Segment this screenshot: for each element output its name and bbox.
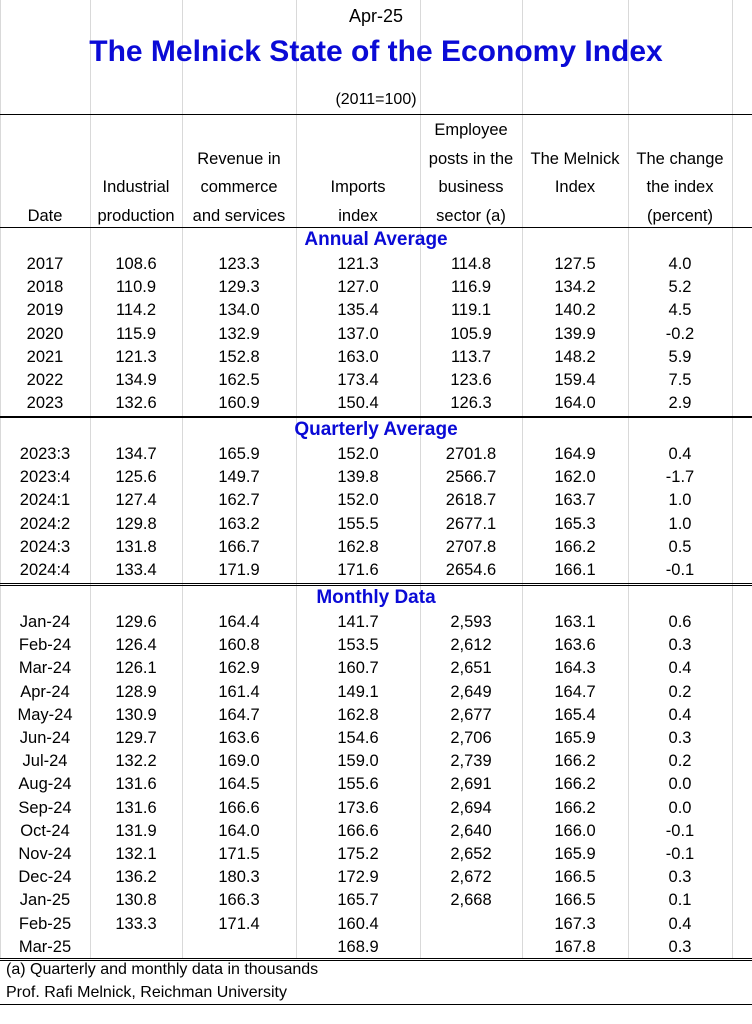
table-cell: 169.0 — [218, 752, 260, 771]
table-row — [0, 299, 752, 322]
table-row — [0, 369, 752, 392]
table-cell: 150.4 — [337, 394, 379, 413]
table-cell: 135.4 — [337, 301, 379, 320]
table-cell: 166.2 — [554, 537, 596, 556]
table-cell: 2566.7 — [445, 468, 497, 487]
table-cell: 129.7 — [115, 729, 157, 747]
table-cell: 165.9 — [218, 445, 260, 463]
table-cell: 2021 — [26, 347, 64, 366]
footnote: (a) Quarterly and monthly data in thousands — [6, 961, 319, 978]
table-row — [0, 466, 752, 489]
table-row — [0, 559, 752, 582]
table-cell: 0.3 — [668, 636, 692, 655]
table-cell: 166.1 — [554, 561, 596, 579]
table-cell: 134.7 — [115, 445, 157, 463]
table-cell: 129.8 — [115, 514, 157, 533]
table-cell: 163.1 — [554, 613, 596, 631]
table-cell: 2,652 — [450, 845, 492, 863]
table-cell: 155.5 — [337, 514, 379, 533]
table-cell: 126.1 — [115, 659, 157, 678]
table-cell: 140.2 — [554, 301, 596, 320]
table-cell: 132.6 — [115, 394, 157, 413]
table-cell: 0.4 — [668, 705, 692, 724]
table-cell: 130.9 — [115, 705, 157, 724]
table-cell: 149.7 — [218, 468, 260, 487]
table-cell: 2,739 — [450, 752, 492, 771]
table-cell: 0.3 — [668, 937, 692, 956]
table-cell: 165.9 — [554, 845, 596, 863]
table-cell: 0.6 — [668, 613, 692, 631]
table-cell: 114.2 — [115, 301, 157, 320]
table-cell: 2707.8 — [445, 537, 497, 556]
table-cell: 160.9 — [218, 394, 260, 413]
column-header-line: The change — [636, 149, 724, 168]
table-row — [0, 634, 752, 657]
table-cell: Sep-24 — [18, 798, 72, 817]
table-cell: 2,612 — [450, 636, 492, 655]
table-row — [0, 704, 752, 727]
table-cell: 139.8 — [337, 468, 379, 487]
table-cell: 1.0 — [668, 514, 692, 533]
table-cell: 121.3 — [115, 347, 157, 366]
table-cell: 139.9 — [554, 324, 596, 343]
table-cell: 165.9 — [554, 729, 596, 747]
section-title: Monthly Data — [316, 587, 436, 608]
table-cell: 0.0 — [668, 798, 692, 817]
table-cell: -0.2 — [665, 324, 695, 343]
table-cell: Dec-24 — [18, 868, 72, 887]
table-cell: 165.3 — [554, 514, 596, 533]
table-cell: 134.9 — [115, 371, 157, 389]
column-header-line: Employee — [434, 121, 508, 139]
table-row — [0, 843, 752, 866]
table-cell: 123.3 — [218, 255, 260, 273]
table-row — [0, 773, 752, 796]
table-cell: 115.9 — [115, 324, 157, 343]
table-row — [0, 727, 752, 750]
table-cell: 0.5 — [668, 537, 692, 556]
table-row — [0, 443, 752, 466]
table-cell: 134.2 — [554, 278, 596, 297]
table-cell: 0.4 — [668, 445, 692, 463]
table-cell: 131.6 — [115, 775, 157, 794]
column-header-line: Revenue in — [197, 149, 281, 168]
table-cell: 166.2 — [554, 752, 596, 771]
table-row — [0, 346, 752, 369]
table-cell: -1.7 — [665, 468, 695, 487]
table-cell: 160.8 — [218, 636, 260, 655]
table-cell: 2023 — [26, 394, 64, 413]
table-row — [0, 323, 752, 346]
table-cell: 2,672 — [450, 868, 492, 887]
table-cell: 110.9 — [115, 278, 157, 297]
page-title: The Melnick State of the Economy Index — [89, 35, 663, 68]
table-cell: Jun-24 — [19, 729, 71, 747]
table-cell: 162.7 — [218, 491, 260, 510]
table-cell: 136.2 — [115, 868, 157, 887]
table-cell: Feb-25 — [18, 914, 72, 933]
table-cell: 152.8 — [218, 347, 260, 366]
table-cell: 126.3 — [450, 394, 492, 413]
table-cell: 164.4 — [218, 613, 260, 631]
table-row — [0, 489, 752, 512]
table-cell: 131.6 — [115, 798, 157, 817]
table-cell: 2618.7 — [445, 491, 497, 510]
table-row — [0, 513, 752, 536]
table-cell: 129.6 — [115, 613, 157, 631]
table-cell: Jul-24 — [22, 752, 68, 771]
base-year-note: (2011=100) — [335, 91, 417, 108]
table-cell: 5.2 — [668, 278, 692, 297]
column-header-line: sector (a) — [436, 206, 506, 225]
table-cell: 2023:4 — [19, 468, 71, 487]
table-cell: -0.1 — [665, 821, 695, 840]
table-cell: 2024:1 — [19, 491, 71, 510]
column-header-line: Date — [27, 206, 63, 225]
table-cell: 119.1 — [450, 301, 492, 320]
table-row — [0, 611, 752, 634]
table-row — [0, 820, 752, 843]
table-cell: 2,593 — [450, 613, 492, 631]
table-cell: 0.3 — [668, 729, 692, 747]
table-row — [0, 889, 752, 912]
table-row — [0, 536, 752, 559]
table-row — [0, 797, 752, 820]
table-cell: 166.2 — [554, 798, 596, 817]
table-cell: 166.5 — [554, 891, 596, 910]
table-cell: 131.9 — [115, 821, 157, 840]
table-cell: 166.6 — [218, 798, 260, 817]
table-cell: 2019 — [26, 301, 64, 320]
table-cell: 166.2 — [554, 775, 596, 794]
table-cell: 141.7 — [337, 613, 379, 631]
table-cell: 167.3 — [554, 914, 596, 933]
table-cell: Jan-24 — [19, 613, 71, 631]
table-cell: 171.6 — [337, 561, 379, 579]
table-cell: 162.9 — [218, 659, 260, 678]
table-row — [0, 657, 752, 680]
column-header-line: commerce — [200, 178, 278, 196]
table-cell: 128.9 — [115, 682, 157, 701]
table-cell: 168.9 — [337, 937, 379, 956]
table-cell: 2701.8 — [445, 445, 497, 463]
table-cell: 162.5 — [218, 371, 260, 389]
table-cell: 132.9 — [218, 324, 260, 343]
table-cell: 164.5 — [218, 775, 260, 794]
table-cell: 164.9 — [554, 445, 596, 463]
table-cell: 133.4 — [115, 561, 157, 579]
table-cell: 160.4 — [337, 914, 379, 933]
table-cell: Feb-24 — [18, 636, 72, 655]
table-cell: 132.1 — [115, 845, 157, 863]
table-row — [0, 913, 752, 936]
table-cell: 166.5 — [554, 868, 596, 887]
table-cell: Mar-25 — [18, 937, 72, 956]
table-cell: 2023:3 — [19, 445, 71, 463]
table-cell: 161.4 — [218, 682, 260, 701]
table-cell: 132.2 — [115, 752, 157, 771]
table-cell: 133.3 — [115, 914, 157, 933]
table-cell: 2,651 — [450, 659, 492, 678]
table-cell: 159.0 — [337, 752, 379, 771]
column-header-line: and services — [192, 206, 286, 225]
table-cell: 137.0 — [337, 324, 379, 343]
table-cell: 148.2 — [554, 347, 596, 366]
table-cell: 167.8 — [554, 937, 596, 956]
table-row — [0, 936, 752, 959]
table-cell: 163.0 — [337, 347, 379, 366]
table-row — [0, 253, 752, 276]
table-row — [0, 392, 752, 415]
table-cell: 166.3 — [218, 891, 260, 910]
table-cell: 163.2 — [218, 514, 260, 533]
table-cell: 171.5 — [218, 845, 260, 863]
table-cell: 166.0 — [554, 821, 596, 840]
table-cell: 7.5 — [668, 371, 692, 389]
table-cell: 165.4 — [554, 705, 596, 724]
table-cell: 2024:2 — [19, 514, 71, 533]
table-cell: 123.6 — [450, 371, 492, 389]
table-cell: 2654.6 — [445, 561, 497, 579]
table-cell: -0.1 — [665, 845, 695, 863]
section-title: Quarterly Average — [294, 419, 458, 440]
column-header-line: The Melnick — [530, 149, 620, 168]
table-cell: 0.2 — [668, 682, 692, 701]
table-cell: Oct-24 — [20, 821, 70, 840]
section-rule — [0, 114, 752, 115]
table-cell: 162.8 — [337, 705, 379, 724]
table-cell: 2,649 — [450, 682, 492, 701]
column-header-line: (percent) — [646, 206, 714, 225]
column-header-line: Imports — [330, 178, 386, 196]
table-cell: 166.7 — [218, 537, 260, 556]
table-cell: 155.6 — [337, 775, 379, 794]
table-cell: 2020 — [26, 324, 64, 343]
table-cell: 2017 — [26, 255, 64, 273]
table-cell: 125.6 — [115, 468, 157, 487]
section-rule — [0, 1004, 752, 1005]
report-month: Apr-25 — [348, 6, 404, 26]
table-cell: 173.6 — [337, 798, 379, 817]
table-cell: 164.7 — [554, 682, 596, 701]
table-cell: 127.0 — [337, 278, 379, 297]
table-cell: 108.6 — [115, 255, 157, 273]
table-cell: 113.7 — [450, 347, 492, 366]
table-cell: 2677.1 — [445, 514, 497, 533]
table-cell: 0.1 — [668, 891, 692, 910]
table-cell: 127.4 — [115, 491, 157, 510]
table-cell: 2024:3 — [19, 537, 71, 556]
table-cell: 173.4 — [337, 371, 379, 389]
table-cell: 114.8 — [450, 255, 492, 273]
table-cell: 165.7 — [337, 891, 379, 910]
table-cell: 130.8 — [115, 891, 157, 910]
table-cell: May-24 — [17, 705, 73, 724]
table-cell: 153.5 — [337, 636, 379, 655]
table-cell: 162.8 — [337, 537, 379, 556]
column-header-line: the index — [646, 178, 714, 196]
table-cell: Aug-24 — [18, 775, 72, 794]
table-cell: 0.3 — [668, 868, 692, 887]
column-header-line: business — [438, 178, 504, 196]
column-header-line: Industrial — [102, 178, 170, 196]
table-cell: Nov-24 — [18, 845, 72, 863]
table-cell: Mar-24 — [18, 659, 72, 678]
column-header-line: production — [97, 206, 175, 225]
section-title: Annual Average — [304, 229, 448, 250]
table-cell: 2024:4 — [19, 561, 71, 579]
table-cell: 131.8 — [115, 537, 157, 556]
table-cell: 105.9 — [450, 324, 492, 343]
table-cell: 134.0 — [218, 301, 260, 320]
table-cell: 2,706 — [450, 729, 492, 747]
column-header-line: index — [338, 206, 378, 225]
table-cell: 0.0 — [668, 775, 692, 794]
table-cell: 126.4 — [115, 636, 157, 655]
table-cell: 2,677 — [450, 705, 492, 724]
table-cell: 2.9 — [668, 394, 692, 413]
table-cell: 152.0 — [337, 491, 379, 510]
table-cell: -0.1 — [665, 561, 695, 579]
table-cell: 2022 — [26, 371, 64, 389]
table-cell: 0.4 — [668, 914, 692, 933]
table-cell: 2,691 — [450, 775, 492, 794]
table-cell: 163.7 — [554, 491, 596, 510]
column-header-line: posts in the — [428, 149, 514, 168]
table-cell: 175.2 — [337, 845, 379, 863]
table-cell: 127.5 — [554, 255, 596, 273]
table-cell: 171.9 — [218, 561, 260, 579]
table-cell: 154.6 — [337, 729, 379, 747]
table-cell: 166.6 — [337, 821, 379, 840]
table-row — [0, 866, 752, 889]
table-cell: 1.0 — [668, 491, 692, 510]
table-row — [0, 276, 752, 299]
table-cell: 164.0 — [554, 394, 596, 413]
table-cell: 0.2 — [668, 752, 692, 771]
column-header-line: Index — [554, 178, 596, 196]
table-cell: 159.4 — [554, 371, 596, 389]
table-cell: 2,640 — [450, 821, 492, 840]
table-cell: 129.3 — [218, 278, 260, 297]
table-cell: 2,668 — [450, 891, 492, 910]
table-cell: 4.0 — [668, 255, 692, 273]
table-cell: 164.3 — [554, 659, 596, 678]
table-row — [0, 750, 752, 773]
table-cell: 163.6 — [554, 636, 596, 655]
table-cell: Apr-24 — [20, 682, 70, 701]
table-cell: 164.0 — [218, 821, 260, 840]
table-cell: 2018 — [26, 278, 64, 297]
table-cell: 4.5 — [668, 301, 692, 320]
table-row — [0, 681, 752, 704]
table-cell: 121.3 — [337, 255, 379, 273]
table-cell: 152.0 — [337, 445, 379, 463]
table-cell: 5.9 — [668, 347, 692, 366]
table-cell: 149.1 — [337, 682, 379, 701]
table-cell: 162.0 — [554, 468, 596, 487]
table-cell: 116.9 — [450, 278, 492, 297]
table-cell: 180.3 — [218, 868, 260, 887]
credit-line: Prof. Rafi Melnick, Reichman University — [6, 984, 287, 1001]
table-cell: 2,694 — [450, 798, 492, 817]
table-cell: 163.6 — [218, 729, 260, 747]
table-cell: 160.7 — [337, 659, 379, 678]
table-cell: Jan-25 — [19, 891, 71, 910]
table-cell: 171.4 — [218, 914, 260, 933]
table-cell: 172.9 — [337, 868, 379, 887]
table-cell: 164.7 — [218, 705, 260, 724]
table-cell: 0.4 — [668, 659, 692, 678]
